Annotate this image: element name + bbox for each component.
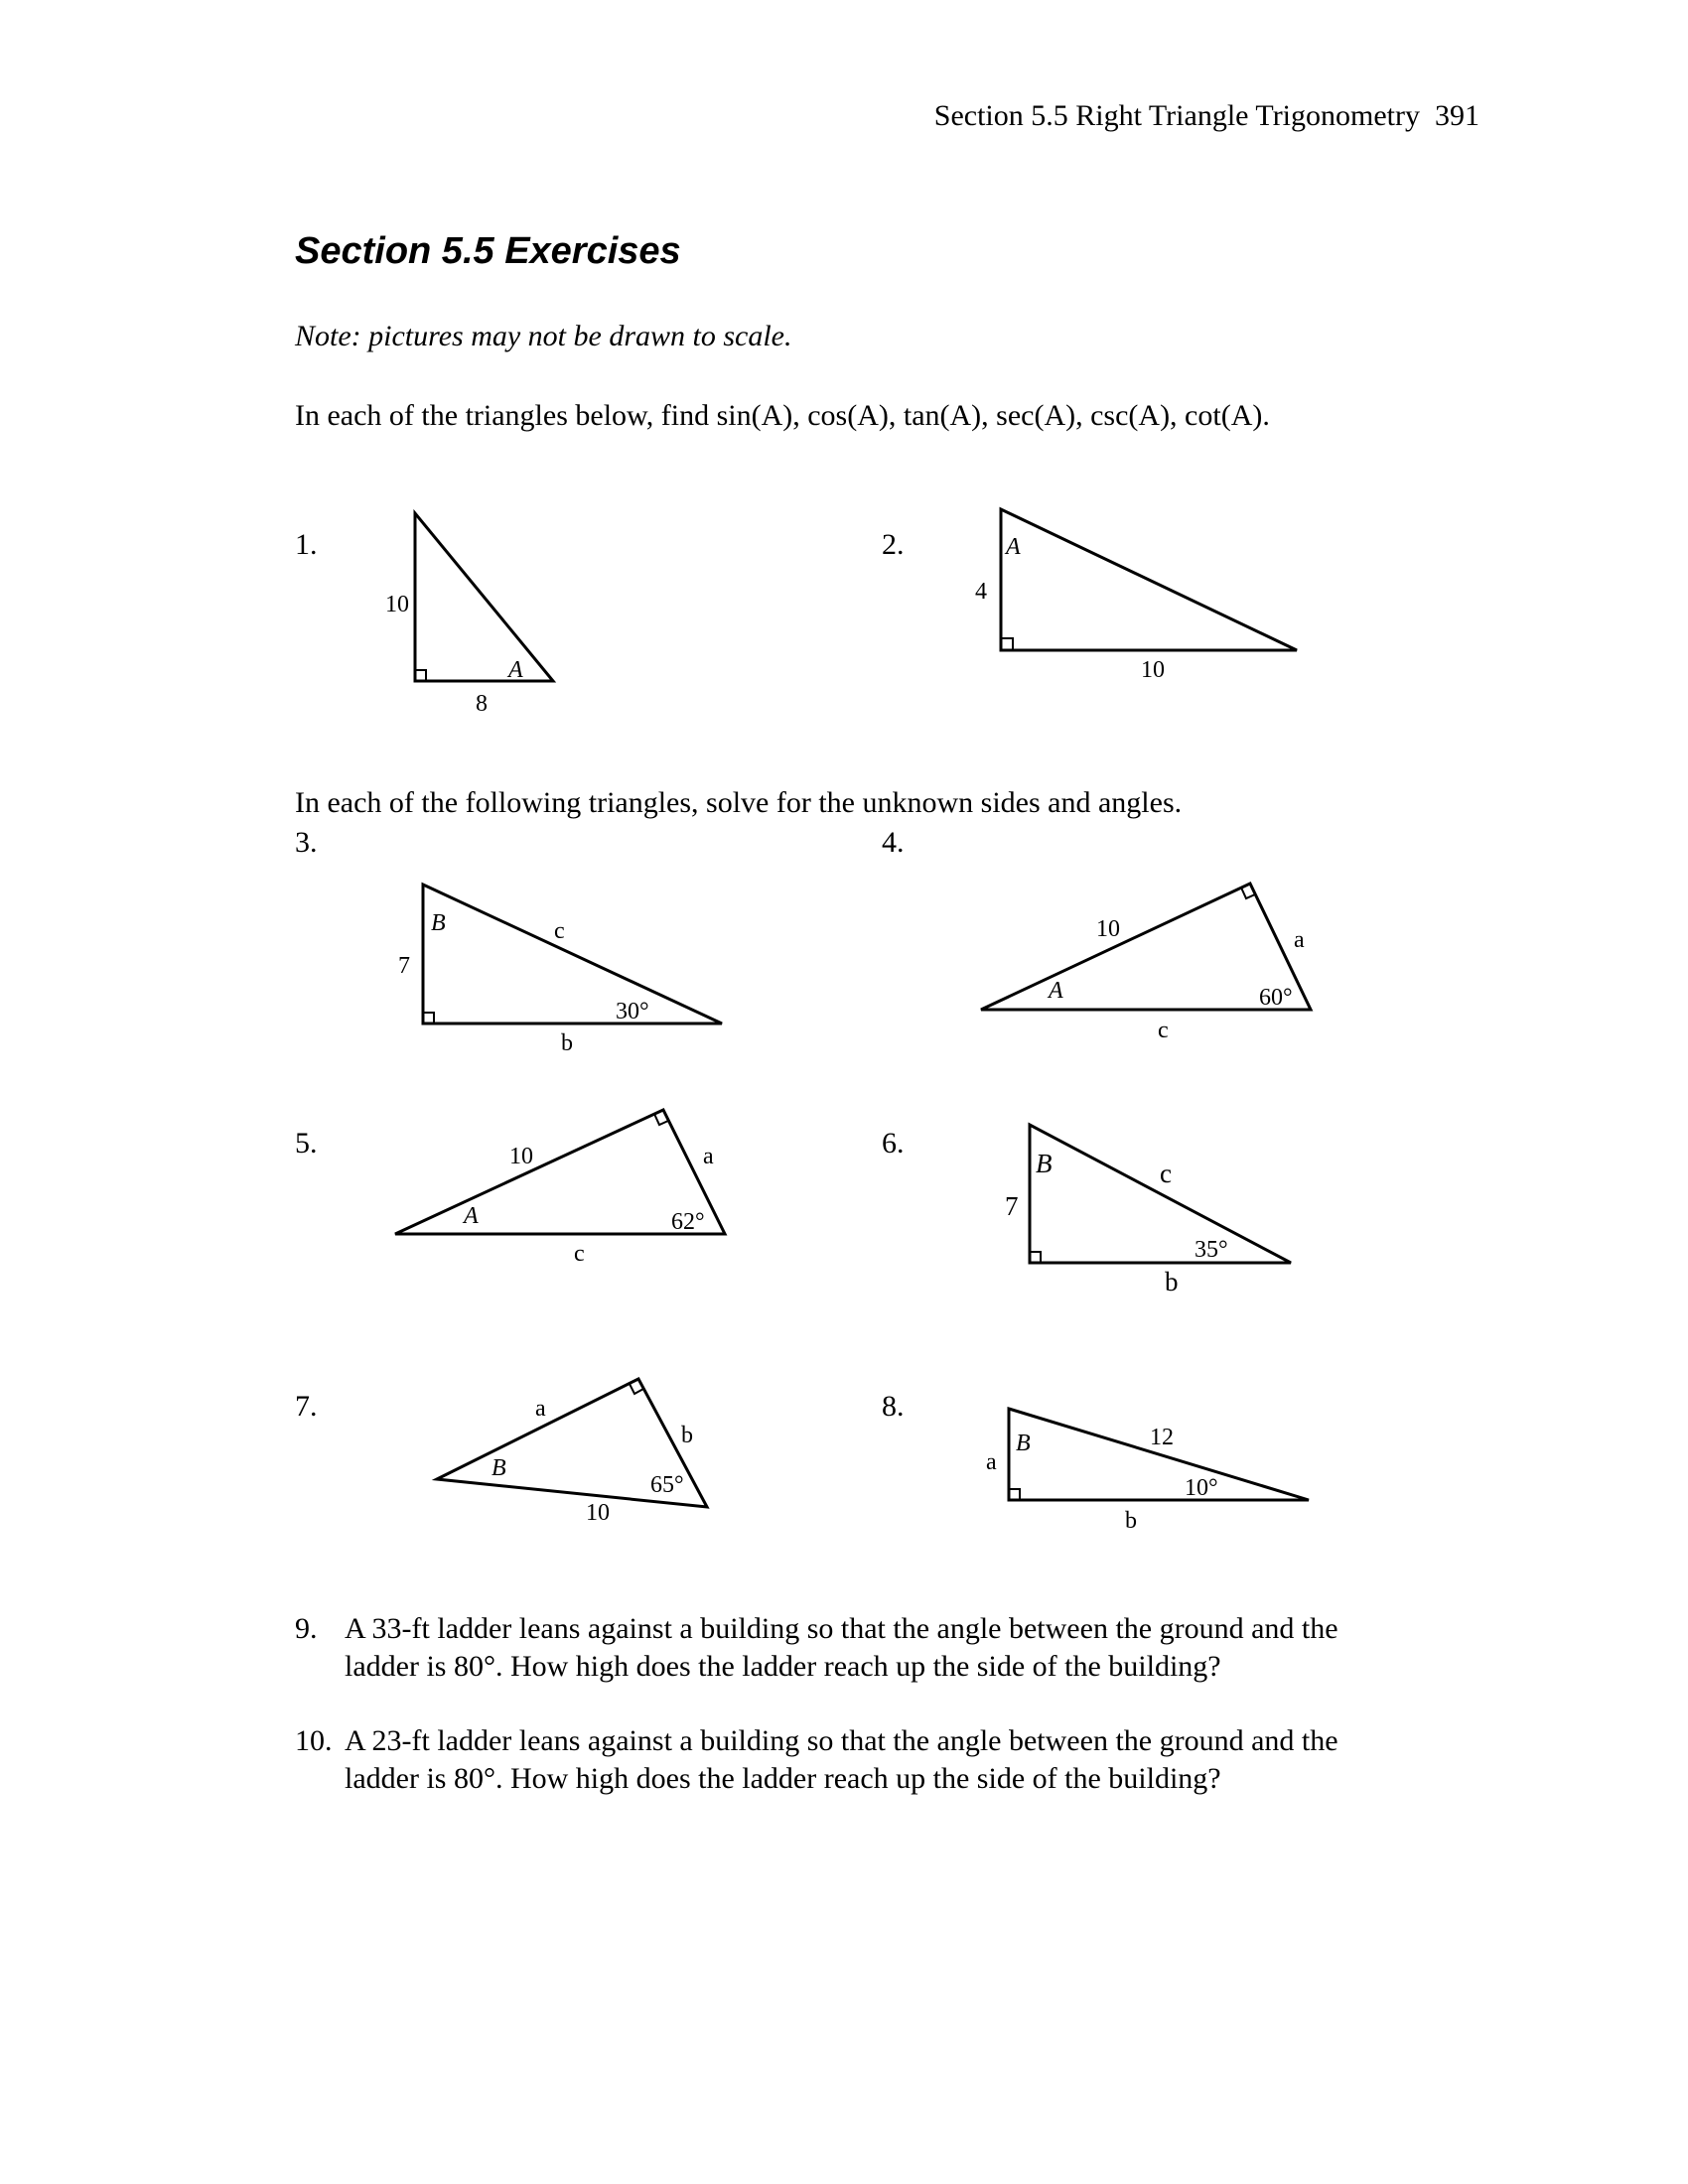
- page-number: 391: [1435, 99, 1479, 132]
- problem-10-line2: ladder is 80°. How high does the ladder reach up the side of the building?: [345, 1762, 1221, 1795]
- problem-10-number: 10.: [295, 1724, 333, 1757]
- fig7-angle-B: B: [492, 1455, 506, 1481]
- problem-9-number: 9.: [295, 1612, 318, 1645]
- figure-number-1: 1.: [295, 528, 318, 561]
- fig8-angle-B: B: [1016, 1431, 1031, 1456]
- figure-number-3: 3.: [295, 826, 318, 859]
- fig7-side-b: b: [681, 1423, 693, 1448]
- fig4-angle-A: A: [1049, 978, 1063, 1004]
- fig7-side-10: 10: [586, 1500, 610, 1526]
- problem-10-line1: A 23-ft ladder leans against a building so that the angle between the ground and the: [345, 1724, 1338, 1757]
- running-title: Section 5.5 Right Triangle Trigonometry: [933, 99, 1420, 132]
- triangle-6: [1030, 1125, 1291, 1263]
- fig6-angle-B: B: [1036, 1149, 1053, 1178]
- fig4-side-c: c: [1158, 1018, 1169, 1043]
- fig4-side-10: 10: [1096, 916, 1120, 942]
- triangle-2: [1001, 509, 1297, 650]
- fig3-angle-B: B: [431, 910, 446, 936]
- fig1-side-10: 10: [385, 592, 409, 617]
- fig3-side-c: c: [554, 918, 565, 944]
- right-angle-mark-3: [423, 1013, 434, 1024]
- instruction-solve-triangles: In each of the following triangles, solve for the unknown sides and angles.: [295, 786, 1183, 819]
- fig8-side-b: b: [1125, 1508, 1137, 1534]
- triangle-1: [415, 513, 553, 681]
- right-angle-mark-6: [1030, 1252, 1041, 1263]
- right-angle-mark-2: [1001, 638, 1013, 650]
- problem-10: [295, 1722, 1447, 1798]
- fig5-side-a: a: [703, 1144, 714, 1169]
- figure-number-7: 7.: [295, 1390, 318, 1423]
- fig2-side-10: 10: [1141, 657, 1165, 683]
- fig8-side-a: a: [986, 1449, 997, 1475]
- figure-number-6: 6.: [882, 1127, 905, 1160]
- fig4-angle-60: 60°: [1259, 985, 1293, 1011]
- right-angle-mark-8: [1009, 1489, 1020, 1500]
- fig6-side-7: 7: [1005, 1191, 1019, 1221]
- fig8-side-12: 12: [1150, 1425, 1174, 1450]
- note: Note: pictures may not be drawn to scale.: [295, 320, 792, 352]
- fig3-side-b: b: [561, 1030, 573, 1056]
- triangle-3: [423, 885, 722, 1024]
- figure-number-8: 8.: [882, 1390, 905, 1423]
- fig3-angle-30: 30°: [616, 999, 649, 1024]
- problem-9: [295, 1610, 1447, 1686]
- fig3-side-7: 7: [398, 953, 410, 979]
- fig6-angle-35: 35°: [1195, 1237, 1228, 1263]
- fig7-angle-65: 65°: [650, 1472, 684, 1498]
- fig2-side-4: 4: [975, 579, 987, 605]
- right-angle-mark-1: [415, 670, 426, 681]
- fig6-side-b: b: [1165, 1267, 1179, 1297]
- fig5-side-10: 10: [509, 1144, 533, 1169]
- figure-number-4: 4.: [882, 826, 905, 859]
- fig7-side-a: a: [535, 1396, 546, 1422]
- figure-number-5: 5.: [295, 1127, 318, 1160]
- section-title: Section 5.5 Exercises: [295, 230, 681, 272]
- fig5-angle-62: 62°: [671, 1209, 705, 1235]
- triangle-8: [1009, 1409, 1309, 1500]
- fig5-side-c: c: [574, 1241, 585, 1267]
- problem-9-line1: A 33-ft ladder leans against a building so that the angle between the ground and the: [345, 1612, 1338, 1645]
- figure-number-2: 2.: [882, 528, 905, 561]
- fig6-side-c: c: [1160, 1159, 1172, 1188]
- fig5-angle-A: A: [464, 1203, 479, 1229]
- fig4-side-a: a: [1294, 927, 1305, 953]
- instruction-trig-functions: In each of the triangles below, find sin(A), cos(A), tan(A), sec(A), csc(A), cot(A).: [295, 399, 1270, 432]
- fig1-side-8: 8: [476, 691, 488, 717]
- fig1-angle-A: A: [508, 657, 523, 683]
- fig2-angle-A: A: [1006, 534, 1021, 560]
- problem-9-line2: ladder is 80°. How high does the ladder reach up the side of the building?: [345, 1650, 1221, 1683]
- fig8-angle-10: 10°: [1185, 1475, 1218, 1501]
